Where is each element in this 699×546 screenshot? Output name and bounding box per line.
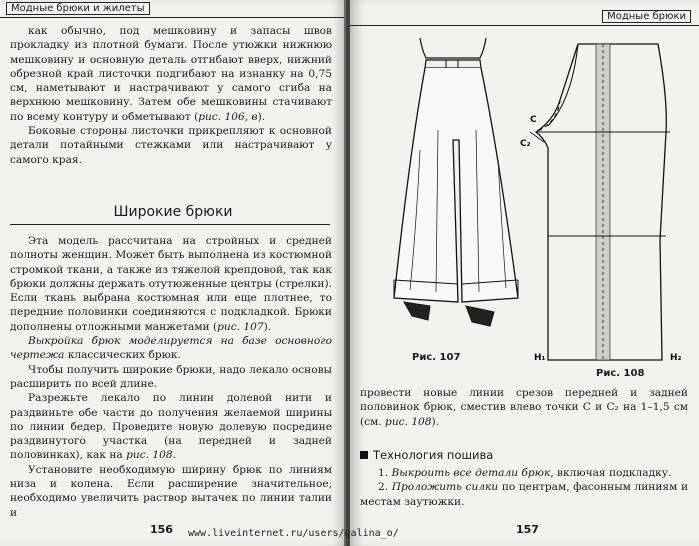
page-number-right: 157 [516,523,539,536]
label-c2: C₂ [520,139,531,149]
left-page [0,0,346,546]
header-rule-left [0,17,346,18]
label-h1: H₁ [534,353,546,363]
right-text [360,386,688,429]
body-paragraph-3: Чтобы получить широкие брюки, надо лекало основы расширить по всей длине. [10,363,332,390]
step-1: 1. Выкроить все детали брюк, включая подкладку. [378,467,672,479]
intro-paragraph-1: как обычно, под мешковину и запасы швов прокладку из плотной бумаги. После утюжки нижнюю мешковину и основную деталь отгибают вверх, нижний обрезной край листочки подгибают на изнанку на 0,75 см, наметывают и настрачивают у самого сгиба на верхнюю мешковину. Затем обе мешковины стачивают по всему контуру и обметывают (рис. 106, в). [10,25,332,123]
intro-figure-ref: рис. 106, в [198,110,258,123]
steps-list [360,466,688,509]
figure-108-trousers-pattern [520,40,696,366]
figure-108-caption: Рис. 108 [596,368,645,379]
body-paragraph-5: Установите необходимую ширину брюк по линиям низа и колена. Если расширение значительное, необходимо увеличить раствор вытачек по линии талии и [10,463,332,519]
intro-text [10,24,332,167]
step-2: 2. Проложить силки по центрам, фасонным линиям и местам заутюжки. [360,481,689,508]
running-head-right: Модные брюки [602,10,691,23]
figure-107-wide-trousers [380,30,530,350]
watermark-url: www.liveinternet.ru/users/galina_o/ [188,528,399,539]
intro-paragraph-2: Боковые стороны листочки прикрепляют к основной детали потайными стежками или настрачивают у самого края. [10,125,332,166]
label-h2: H₂ [670,353,682,363]
technology-heading: Технология пошива [360,448,493,462]
header-rule-right [350,25,699,26]
body-paragraph-4: Разрежьте лекало по линии долевой нити и раздвиньте обе части до получения желаемой ширины по линии бедер. Проведите новую долевую посредине раздвинутого участка (на передней и задней половинках), как на рис. 108. [10,392,332,462]
section-rule [10,224,330,225]
section-title: Широкие брюки [113,204,233,220]
right-page [350,0,699,546]
figure-107-caption: Рис. 107 [412,352,461,363]
running-head-left: Модные брюки и жилеты [6,2,150,15]
label-c: C [530,115,537,125]
body-paragraph-2: Выкройка брюк моделируется на базе основного чертежа классических брюк. [10,335,332,362]
page-number-left: 156 [150,523,173,536]
body-text [10,234,332,520]
body-paragraph-1: Эта модель рассчитана на стройных и средней полноты женщин. Может быть выполнена из костюмной стромкой ткани, а также из тяжелой крепдовой, так как брюки должны держать отутюженные центры (стрелки). Если ткань выбрана костюмная или еще плотнее, то передние половинки соединяются с подкладкой. Брюки дополнены отложными манжетами (рис. 107). [10,235,332,333]
right-paragraph-1: провести новые линии срезов передней и задней половинок брюк, сместив влево точки С и С₂ на 1–1,5 см (см. рис. 108). [360,387,688,428]
square-bullet-icon [360,451,368,459]
